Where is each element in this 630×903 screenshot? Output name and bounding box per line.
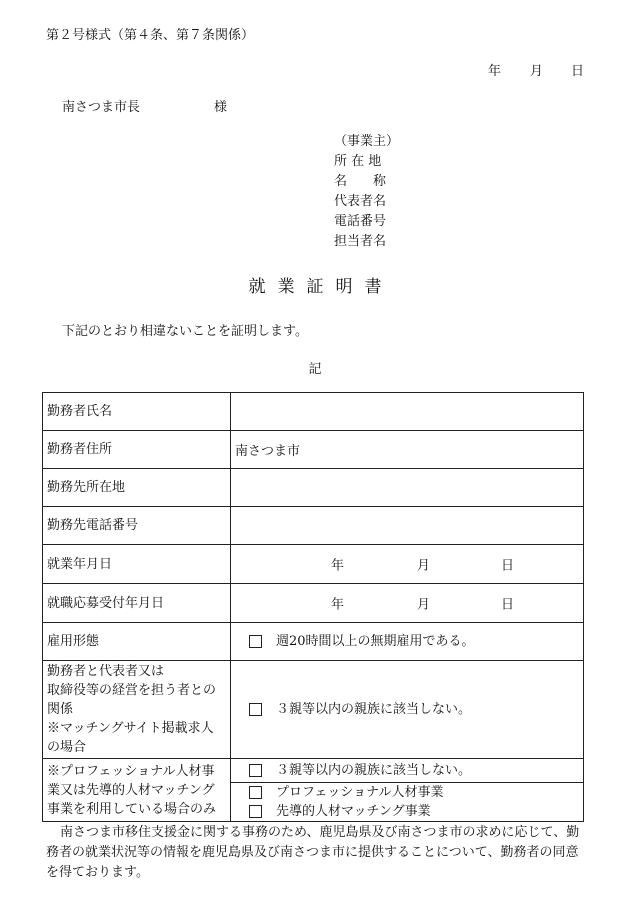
- employer-field-representative: 代表者名: [334, 194, 387, 209]
- relation-label: [43, 661, 231, 759]
- relation-label-line: の場合: [47, 740, 87, 755]
- addressee-honorific: 様: [214, 100, 228, 115]
- employment-date-label: 就業年月日: [43, 545, 231, 584]
- professional-cell: [231, 759, 584, 822]
- application-date-label: 就職応募受付年月日: [43, 584, 231, 623]
- employment-month-unit: 月: [417, 558, 431, 574]
- professional-label: [43, 759, 231, 822]
- table-row: [43, 507, 584, 545]
- professional-option-relation[interactable]: [231, 759, 583, 783]
- workplace-address-field[interactable]: [231, 469, 584, 507]
- professional-option-matching[interactable]: [231, 802, 583, 821]
- worker-address-field[interactable]: 南さつま市: [231, 431, 584, 469]
- employer-field-address: 所 在 地: [334, 154, 382, 169]
- application-day-unit: 日: [501, 597, 515, 613]
- relation-cell: [231, 661, 584, 759]
- checkbox[interactable]: [249, 805, 262, 818]
- application-date-field[interactable]: [231, 584, 584, 623]
- consent-statement: 南さつま市移住支援金に関する事務のため、鹿児島県及び南さつま市の求めに応じて、勤務者の就業状況等の情報を鹿児島県及び南さつま市に提供することについて、勤務者の同意を得ております。: [46, 825, 580, 880]
- date-day-label: 日: [571, 64, 585, 79]
- employment-type-option[interactable]: [235, 632, 579, 651]
- addressee-name: 南さつま市長: [62, 100, 141, 115]
- table-row: [43, 623, 584, 661]
- intro-text: 下記のとおり相違ないことを証明します。: [62, 324, 308, 339]
- employer-heading: （事業主）: [334, 134, 400, 149]
- checkbox[interactable]: [249, 786, 262, 799]
- worker-address-label: 勤務者住所: [43, 431, 231, 469]
- relation-option[interactable]: [235, 700, 579, 719]
- relation-label-line: 勤務者と代表者又は: [47, 664, 165, 679]
- relation-label-line: ※マッチングサイト掲載求人: [47, 721, 214, 736]
- workplace-phone-field[interactable]: [231, 507, 584, 545]
- table-row: [43, 393, 584, 431]
- date-month-label: 月: [530, 64, 544, 79]
- workplace-phone-label: 勤務先電話番号: [43, 507, 231, 545]
- table-row: [43, 545, 584, 584]
- checkbox[interactable]: [249, 635, 262, 648]
- form-number: 第２号様式（第４条、第７条関係）: [46, 28, 255, 43]
- checkbox[interactable]: [249, 764, 262, 777]
- table-row: [43, 661, 584, 759]
- date-year-label: 年: [488, 64, 502, 79]
- table-row: [43, 759, 584, 822]
- employment-date-field[interactable]: [231, 545, 584, 584]
- certificate-table: [42, 392, 584, 822]
- professional-option-text: プロフェッショナル人材事業: [276, 785, 444, 800]
- employment-type-option-text: 週20時間以上の無期雇用である。: [276, 634, 475, 649]
- checkbox[interactable]: [249, 703, 262, 716]
- ki-marker: 記: [308, 362, 322, 377]
- employment-type-label: 雇用形態: [43, 623, 231, 661]
- application-month-unit: 月: [417, 597, 431, 613]
- relation-label-line: 関係: [47, 702, 74, 717]
- professional-label-line: 事業を利用している場合のみ: [47, 801, 217, 817]
- worker-name-field[interactable]: [231, 393, 584, 431]
- professional-option-pro-talent[interactable]: [231, 783, 583, 802]
- addressee: [62, 96, 228, 115]
- professional-option-text: ３親等以内の親族に該当しない。: [276, 763, 472, 778]
- employment-year-unit: 年: [331, 558, 345, 574]
- professional-option-text: 先導的人材マッチング事業: [276, 804, 431, 819]
- document-title: 就業証明書: [248, 277, 394, 297]
- workplace-address-label: 勤務先所在地: [43, 469, 231, 507]
- professional-label-line: 業又は先導的人材マッチング: [47, 782, 215, 798]
- employer-block: [334, 132, 399, 252]
- relation-label-line: 取締役等の経営を担う者との: [47, 683, 217, 698]
- employment-type-cell: [231, 623, 584, 661]
- worker-name-label: 勤務者氏名: [43, 393, 231, 431]
- employment-day-unit: 日: [501, 558, 515, 574]
- employer-field-contact: 担当者名: [334, 234, 387, 249]
- relation-option-text: ３親等以内の親族に該当しない。: [276, 702, 472, 717]
- table-row: [43, 469, 584, 507]
- professional-label-line: ※プロフェッショナル人材事: [47, 763, 215, 779]
- application-year-unit: 年: [331, 597, 345, 613]
- employer-field-name: 名 称: [334, 174, 387, 189]
- table-row: [43, 431, 584, 469]
- employer-field-phone: 電話番号: [334, 214, 387, 229]
- table-row: [43, 584, 584, 623]
